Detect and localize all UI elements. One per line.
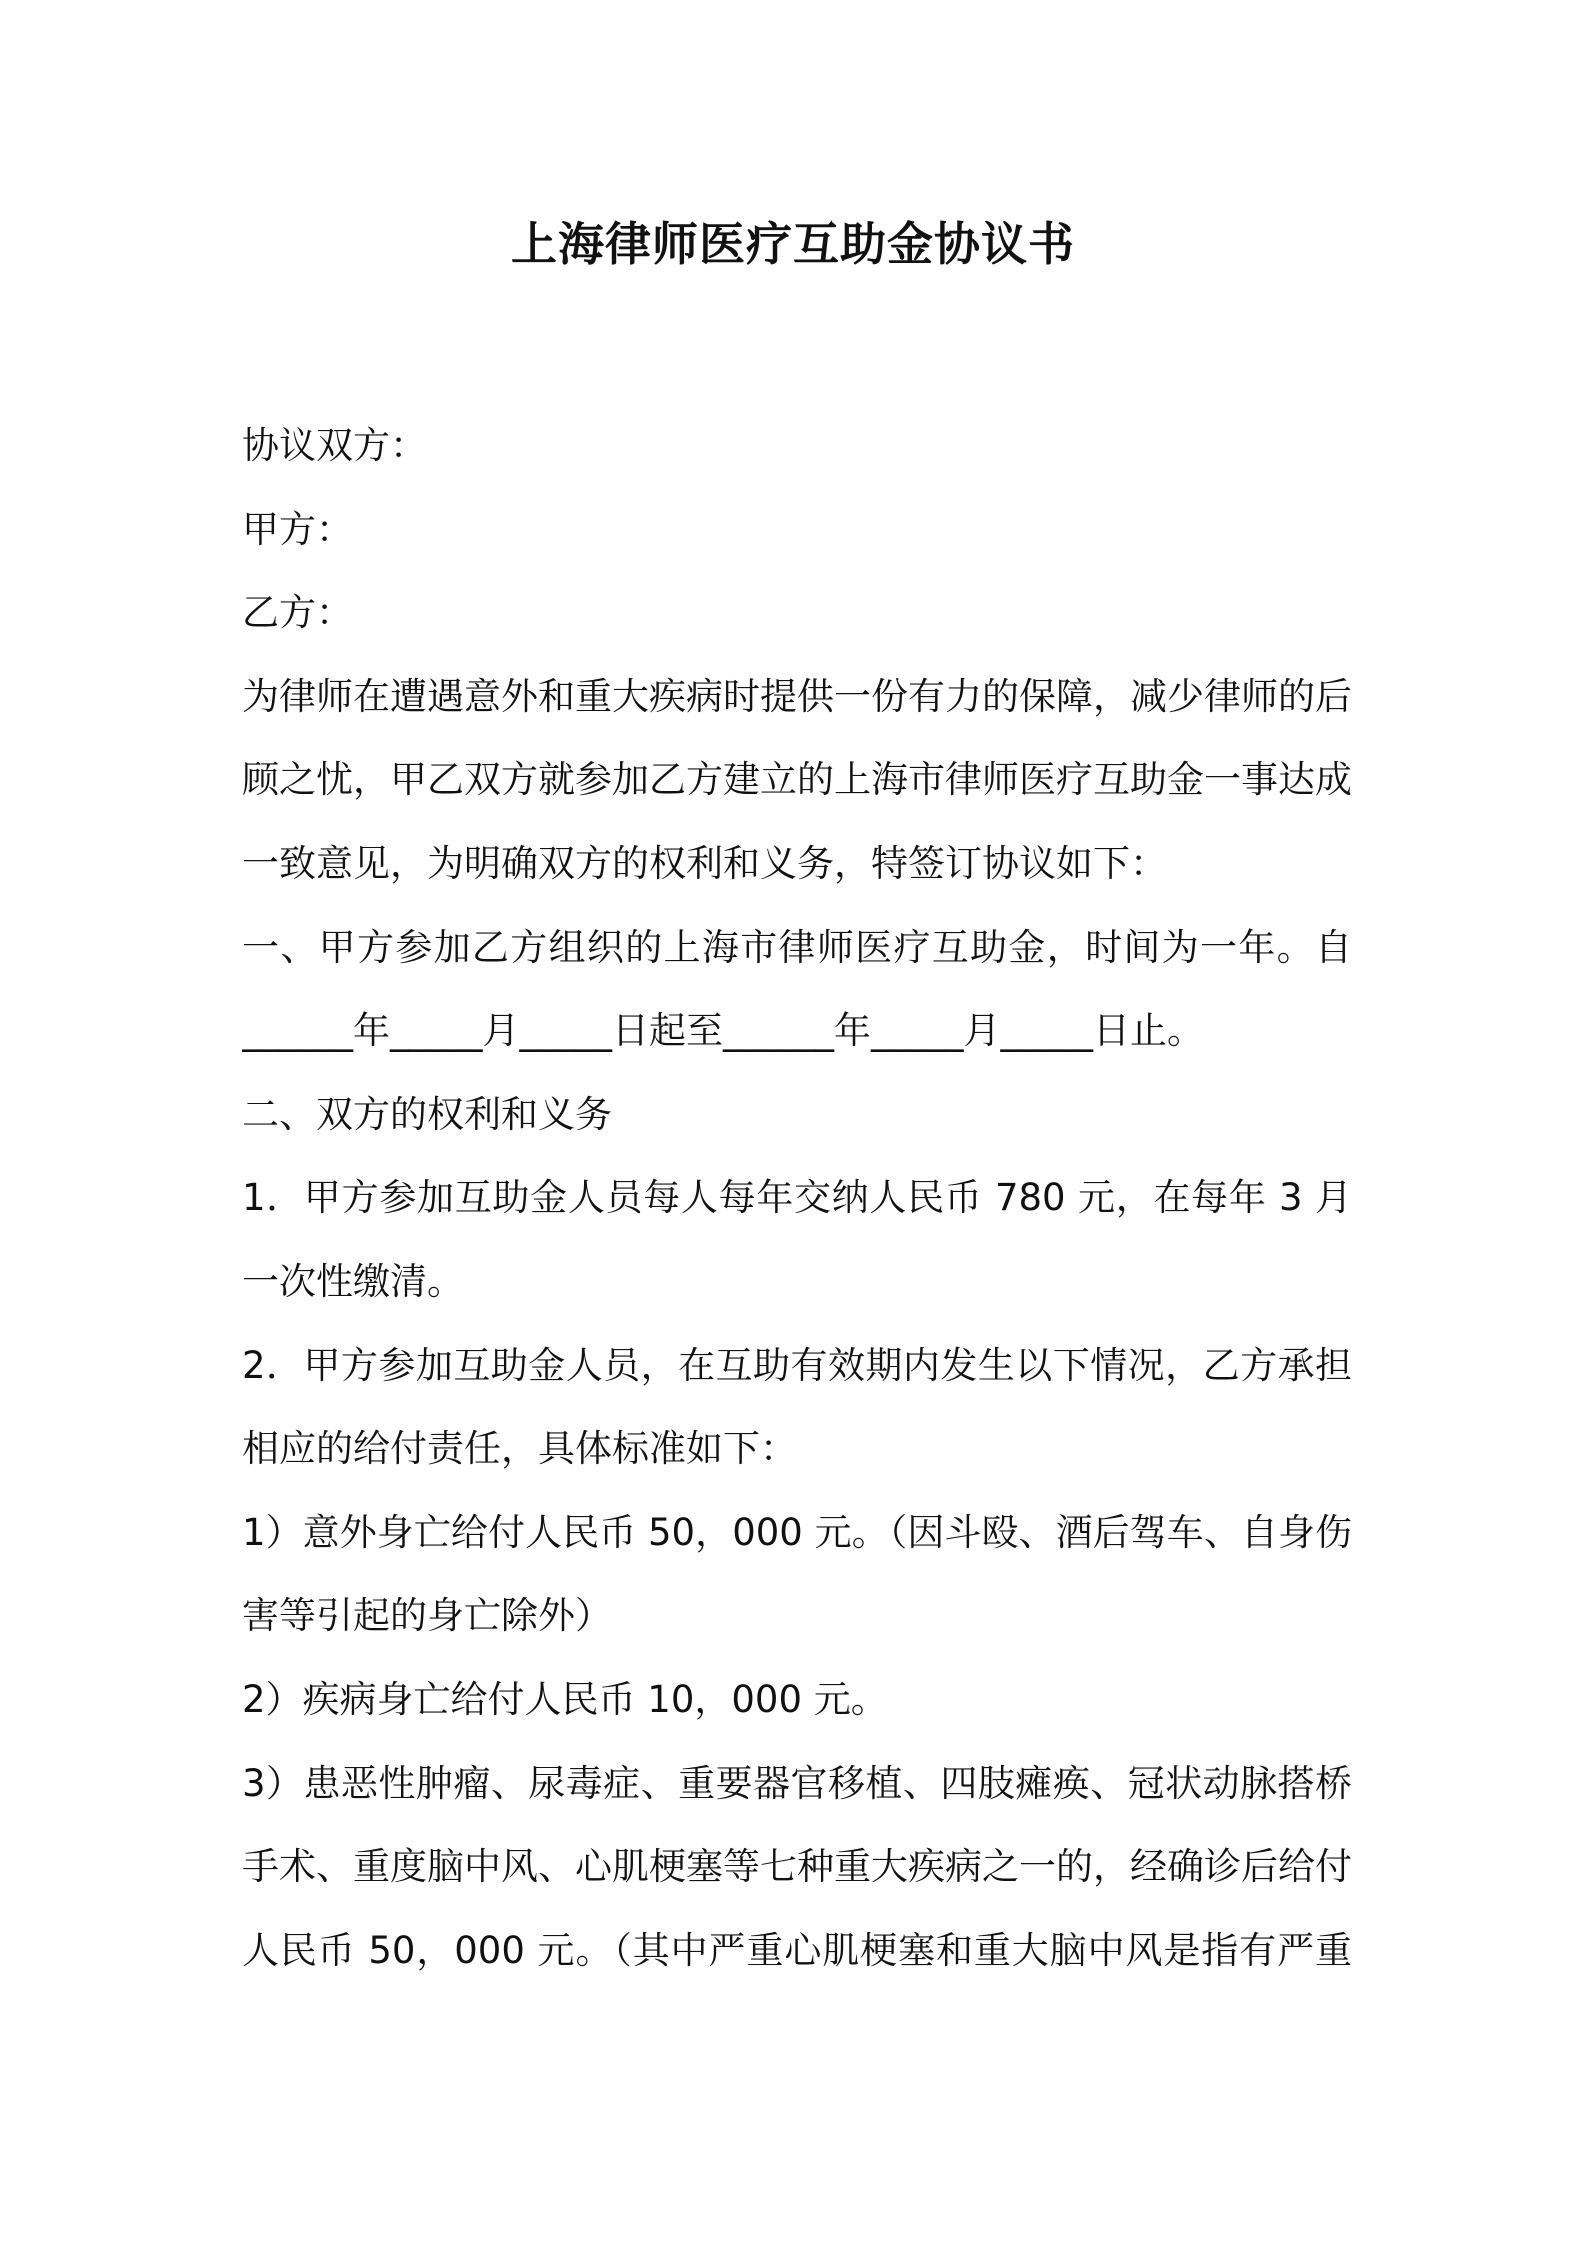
clause-1-date-line: ______年_____月_____日起至______年_____月_____日止。: [242, 1009, 1204, 1053]
clause-2-heading: 二、双方的权利和义务: [242, 1092, 612, 1136]
document-title: 上海律师医疗互助金协议书: [511, 217, 1075, 271]
subitem-1-line-2: 害等引起的身亡除外）: [242, 1594, 612, 1638]
preamble-line-1: 为律师在遭遇意外和重大疾病时提供一份有力的保障，减少律师的后: [242, 674, 1352, 718]
preamble-line-3: 一致意见，为明确双方的权利和义务，特签订协议如下：: [242, 841, 1167, 885]
item-1-line-1: 1．甲方参加互助金人员每人每年交纳人民币 780 元，在每年 3 月: [242, 1176, 1352, 1220]
party-b-line: 乙方：: [242, 591, 353, 635]
subitem-3-line-1: 3）患恶性肿瘤、尿毒症、重要器官移植、四肢瘫痪、冠状动脉搭桥: [242, 1761, 1352, 1805]
clause-1-line-1: 一、甲方参加乙方组织的上海市律师医疗互助金，时间为一年。自: [242, 925, 1352, 969]
item-2-line-1: 2．甲方参加互助金人员，在互助有效期内发生以下情况，乙方承担: [242, 1343, 1352, 1387]
document-body: [242, 404, 1352, 1992]
subitem-3-line-3: 人民币 50，000 元。（其中严重心肌梗塞和重大脑中风是指有严重: [242, 1928, 1352, 1972]
subitem-2-line: 2）疾病身亡给付人民币 10，000 元。: [242, 1677, 888, 1721]
parties-heading: 协议双方：: [242, 424, 427, 467]
item-2-line-2: 相应的给付责任，具体标准如下：: [242, 1427, 797, 1471]
preamble-line-2: 顾之忧，甲乙双方就参加乙方建立的上海市律师医疗互助金一事达成: [242, 758, 1352, 802]
subitem-1-line-1: 1）意外身亡给付人民币 50，000 元。（因斗殴、酒后驾车、自身伤: [242, 1510, 1352, 1554]
item-1-line-2: 一次性缴清。: [242, 1259, 464, 1303]
subitem-3-line-2: 手术、重度脑中风、心肌梗塞等七种重大疾病之一的，经确诊后给付: [242, 1845, 1352, 1889]
party-a-line: 甲方：: [242, 507, 353, 551]
